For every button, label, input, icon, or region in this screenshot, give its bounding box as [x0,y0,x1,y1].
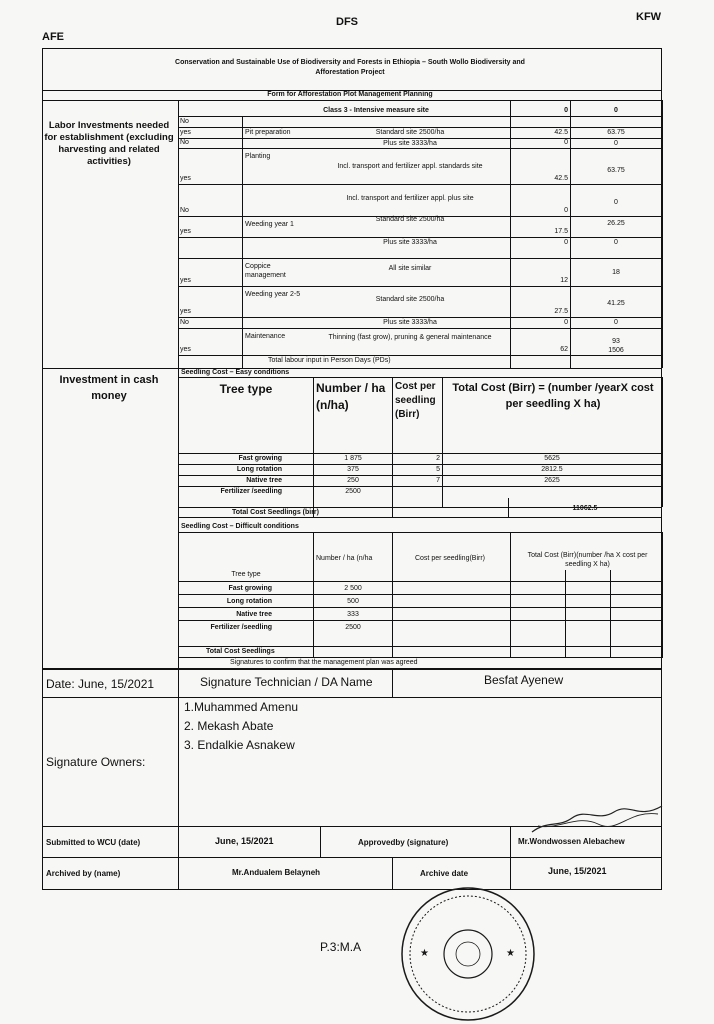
archived-name: Mr.Andualem Belayneh [232,868,321,877]
svg-text:★: ★ [420,948,429,959]
easy-row-cost: 5 [436,466,440,473]
labor-row-v1: 0 [564,207,568,214]
difficult-col-number: Number / ha (n/ha [316,555,373,562]
labor-row-v2: 18 [612,269,620,276]
project-title-2: Afforestation Project [315,69,385,76]
labor-section-label: Labor Investments needed for establishment (excluding harvesting and related activities) [44,120,174,167]
difficult-row-type: Native tree [236,611,272,618]
labor-row-v1: 0 [564,319,568,326]
agreed-note: Signatures to confirm that the management plan was agreed [230,659,418,666]
labor-row-answer: No [180,118,189,125]
approved-name: Mr.Wondwossen Alebachew [518,837,625,846]
labor-row-answer: No [180,319,189,326]
labor-row-activity: Maintenance [245,333,286,340]
owners-list [184,698,298,755]
labor-row-v2: 0 [614,319,618,326]
easy-row-type: Fast growing [238,455,282,462]
labor-row-v2: 63.75 [607,167,625,174]
technician-label: Signature Technician / DA Name [200,675,373,689]
labor-row-answer: yes [180,129,191,136]
easy-row-type: Long rotation [236,466,282,473]
labor-row-site: Standard site 2500/ha [375,296,445,303]
project-title: Conservation and Sustainable Use of Biodiversity and Forests in Ethiopia – South Wollo Biodiversity and [175,59,525,66]
cash-section-label: Investment in cash money [59,374,159,402]
labor-row-v2: 63.75 [607,129,625,136]
kfw-label: KFW [636,11,662,23]
difficult-row-type: Long rotation [226,598,272,605]
official-stamp [398,884,538,1024]
easy-row-type: Fertilizer /seedling [220,488,282,495]
labor-row-v1: 0 [564,239,568,246]
owner-3: 3. Endalkie Asnakew [184,738,295,752]
difficult-row-number: 500 [347,598,359,605]
difficult-row-number: 2500 [345,624,361,631]
owner-1: 1.Muhammed Amenu [184,700,299,714]
labor-row-v2: 0 [614,140,618,147]
labor-row-site: Plus site 3333/ha [383,239,437,246]
easy-row-type: Native tree [246,477,282,484]
easy-row-cost: 7 [436,477,440,484]
labor-row-activity: Weeding year 2-5 [245,291,301,298]
easy-col-tree: Tree type [219,382,273,396]
labor-row-site: Thinning (fast grow), pruning & general maintenance [328,334,492,341]
labor-row-site: All site similar [388,265,432,272]
easy-total-value: 11062.5 [572,505,598,512]
labor-row-v2: 93 [612,338,620,345]
labor-row-v1: 17.5 [554,228,568,235]
easy-row-number: 2500 [345,488,361,495]
archive-date: June, 15/2021 [548,866,607,876]
labor-row-activity: Weeding year 1 [245,221,294,228]
approver-signature [528,800,668,840]
easy-total-label: Total Cost Seedlings (birr) [232,509,319,516]
labor-row-answer: No [180,207,189,214]
labor-row-v2: 0 [614,199,618,206]
labor-row-activity: Pit preparation [245,129,291,136]
svg-text:★: ★ [506,948,515,959]
difficult-total-label: Total Cost Seedlings [206,648,275,655]
labor-row-v2: 41.25 [607,300,625,307]
class-row-label: Class 3 - Intensive measure site [323,107,429,114]
labor-row-answer: yes [180,175,191,182]
owner-2: 2. Mekash Abate [184,719,274,733]
labor-row-answer: yes [180,346,191,353]
easy-row-number: 250 [347,477,359,484]
labor-row-answer: yes [180,228,191,235]
technician-name: Besfat Ayenew [484,673,564,687]
labor-total-label: Total labour input in Person Days (PDs) [268,357,391,364]
archive-date-label: Archive date [420,869,469,878]
labor-row-site: Incl. transport and fertilizer appl. standards site [337,163,483,170]
labor-row-v2: 26.25 [607,220,625,227]
submitted-label: Submitted to WCU (date) [46,838,141,847]
difficult-row-type: Fertilizer /seedling [210,624,272,631]
labor-row-activity: Coppice management [245,263,286,279]
owners-label: Signature Owners: [46,755,146,769]
class-row-v2: 0 [614,107,618,114]
easy-col-number: Number / ha (n/ha) [316,381,386,412]
initials: P.3:M.A [320,940,362,954]
labor-row-site: Standard site 2500/ha [375,129,445,136]
labor-row-v1: 42.5 [554,129,568,136]
archived-label: Archived by (name) [46,869,121,878]
difficult-col-tree: Tree type [231,571,261,578]
difficult-row-type: Fast growing [228,585,272,592]
labor-row-site: Plus site 3333/ha [383,140,437,147]
afe-label: AFE [42,31,64,43]
labor-row-v1: 0 [564,139,568,146]
labor-total-value: 1506 [608,347,624,354]
easy-row-number: 1 875 [344,455,362,462]
dfs-label: DFS [336,16,358,28]
easy-row-total: 5625 [544,455,560,462]
difficult-col-cost: Cost per seedling(Birr) [414,555,486,562]
submitted-date: June, 15/2021 [215,836,274,846]
labor-row-site: Standard site 2500/ha [375,216,445,223]
difficult-title: Seedling Cost – Difficult conditions [181,523,299,530]
labor-row-activity: Planting [245,153,271,160]
easy-row-cost: 2 [436,455,440,462]
labor-row-site: Plus site 3333/ha [383,319,437,326]
difficult-col-total: Total Cost (Birr)(number /ha X cost per seedling X ha) [527,552,648,568]
labor-row-v2: 0 [614,239,618,246]
easy-title: Seedling Cost – Easy conditions [181,369,290,376]
labor-row-v1: 42.5 [554,175,568,182]
labor-row-site: Incl. transport and fertilizer appl. plus site [346,195,474,202]
difficult-row-number: 2 500 [344,585,362,592]
easy-row-total: 2812.5 [541,466,563,473]
easy-row-total: 2625 [544,477,560,484]
labor-row-v1: 27.5 [554,308,568,315]
approved-label: Approvedby (signature) [358,838,449,847]
form-title: Form for Afforestation Plot Management Planning [267,91,433,98]
class-row-v1: 0 [564,107,568,114]
labor-row-answer: No [180,139,189,146]
labor-row-answer: yes [180,277,191,284]
date-text: Date: June, 15/2021 [46,677,155,691]
difficult-row-number: 333 [347,611,359,618]
easy-col-cost: Cost per seedling (Birr) [395,381,436,420]
easy-col-total: Total Cost (Birr) = (number /yearX cost per seedling X ha) [452,382,654,410]
labor-row-v1: 12 [560,277,568,284]
labor-row-answer: yes [180,308,191,315]
easy-row-number: 375 [347,466,359,473]
labor-row-v1: 62 [560,346,568,353]
